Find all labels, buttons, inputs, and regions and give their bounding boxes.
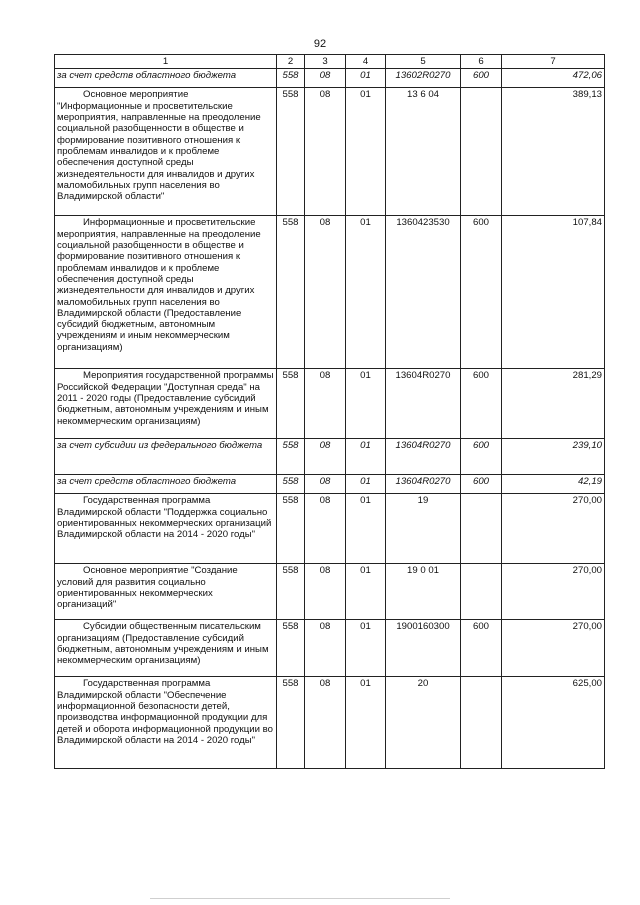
section-code: 08 bbox=[305, 494, 346, 564]
row-name: Основное мероприятие "Информационные и просветительские мероприятия, направленные на преодоление социальной разобщенности в обществе и формирование позитивного отношения к проблемам инвалидов и к проблеме обеспечения доступной среды жизнедеятельности для инвалидов и других маломобильных групп населения во Владимирской области" bbox=[57, 89, 261, 203]
expense-type-code: 600 bbox=[461, 216, 502, 369]
amount-value: 270,00 bbox=[502, 564, 605, 620]
expense-type-code: 600 bbox=[461, 69, 502, 88]
subsection-code: 01 bbox=[346, 216, 386, 369]
chapter-code: 558 bbox=[277, 439, 305, 475]
target-article-code: 13604R0270 bbox=[386, 475, 461, 494]
chapter-code: 558 bbox=[277, 620, 305, 677]
amount-value: 42,19 bbox=[502, 475, 605, 494]
chapter-code: 558 bbox=[277, 677, 305, 769]
column-header: 6 bbox=[461, 55, 502, 69]
target-article-code: 19 0 01 bbox=[386, 564, 461, 620]
amount-value: 107,84 bbox=[502, 216, 605, 369]
row-name-cell bbox=[55, 677, 277, 769]
section-code: 08 bbox=[305, 564, 346, 620]
chapter-code: 558 bbox=[277, 369, 305, 439]
chapter-code: 558 bbox=[277, 88, 305, 216]
chapter-code: 558 bbox=[277, 475, 305, 494]
column-header: 3 bbox=[305, 55, 346, 69]
table-row bbox=[55, 216, 605, 369]
column-header: 1 bbox=[55, 55, 277, 69]
target-article-code: 13 6 04 bbox=[386, 88, 461, 216]
section-code: 08 bbox=[305, 475, 346, 494]
section-code: 08 bbox=[305, 88, 346, 216]
amount-value: 472,06 bbox=[502, 69, 605, 88]
subsection-code: 01 bbox=[346, 494, 386, 564]
table-row bbox=[55, 494, 605, 564]
expense-type-code: 600 bbox=[461, 369, 502, 439]
target-article-code: 1360423530 bbox=[386, 216, 461, 369]
target-article-code: 13604R0270 bbox=[386, 439, 461, 475]
table-row bbox=[55, 620, 605, 677]
row-name-cell bbox=[55, 439, 277, 475]
subsection-code: 01 bbox=[346, 69, 386, 88]
section-code: 08 bbox=[305, 439, 346, 475]
page-number: 92 bbox=[313, 38, 327, 50]
subsection-code: 01 bbox=[346, 88, 386, 216]
row-name-cell bbox=[55, 564, 277, 620]
row-name-cell bbox=[55, 620, 277, 677]
table-row bbox=[55, 439, 605, 475]
row-name: Информационные и просветительские мероприятия, направленные на преодоление социальной разобщенности в обществе и формирование позитивного отношения к проблемам инвалидов и к проблеме обеспечения доступной среды жизнедеятельности для инвалидов и других маломобильных групп населения во Владимирской области (Предоставление субсидий бюджетным, автономным учреждениям и иным некоммерческим организациям) bbox=[57, 217, 261, 353]
row-name-cell bbox=[55, 69, 277, 88]
row-name: за счет средств областного бюджета bbox=[57, 476, 237, 488]
amount-value: 270,00 bbox=[502, 620, 605, 677]
section-code: 08 bbox=[305, 216, 346, 369]
subsection-code: 01 bbox=[346, 475, 386, 494]
subsection-code: 01 bbox=[346, 439, 386, 475]
target-article-code: 13602R0270 bbox=[386, 69, 461, 88]
row-name-cell bbox=[55, 475, 277, 494]
expense-type-code: 600 bbox=[461, 439, 502, 475]
table-row bbox=[55, 677, 605, 769]
subsection-code: 01 bbox=[346, 564, 386, 620]
section-code: 08 bbox=[305, 69, 346, 88]
section-code: 08 bbox=[305, 369, 346, 439]
column-header: 7 bbox=[502, 55, 605, 69]
table-row bbox=[55, 88, 605, 216]
column-header: 2 bbox=[277, 55, 305, 69]
row-name: за счет субсидии из федерального бюджета bbox=[57, 440, 263, 452]
row-name-cell bbox=[55, 216, 277, 369]
amount-value: 389,13 bbox=[502, 88, 605, 216]
table-row bbox=[55, 69, 605, 88]
section-code: 08 bbox=[305, 620, 346, 677]
budget-table bbox=[54, 54, 605, 769]
row-name-cell bbox=[55, 369, 277, 439]
target-article-code: 1900160300 bbox=[386, 620, 461, 677]
chapter-code: 558 bbox=[277, 69, 305, 88]
amount-value: 270,00 bbox=[502, 494, 605, 564]
expense-type-code: 600 bbox=[461, 475, 502, 494]
row-name: за счет средств областного бюджета bbox=[57, 70, 237, 82]
expense-type-code: 600 bbox=[461, 620, 502, 677]
row-name: Субсидии общественным писательским организациям (Предоставление субсидий бюджетным, автономным учреждениям и иным некоммерческим организациям) bbox=[57, 621, 269, 667]
column-header: 5 bbox=[386, 55, 461, 69]
table-row bbox=[55, 475, 605, 494]
amount-value: 239,10 bbox=[502, 439, 605, 475]
target-article-code: 20 bbox=[386, 677, 461, 769]
column-header: 4 bbox=[346, 55, 386, 69]
expense-type-code bbox=[461, 494, 502, 564]
expense-type-code bbox=[461, 564, 502, 620]
subsection-code: 01 bbox=[346, 369, 386, 439]
subsection-code: 01 bbox=[346, 677, 386, 769]
column-number-header bbox=[55, 55, 605, 69]
table-row bbox=[55, 564, 605, 620]
subsection-code: 01 bbox=[346, 620, 386, 677]
scan-edge-line bbox=[150, 898, 450, 899]
row-name: Государственная программа Владимирской области "Обеспечение информационной безопасности детей, производства информационной продукции для детей и оборота информационной продукции во Владимирской области на 2014 - 2020 годы" bbox=[57, 678, 273, 746]
target-article-code: 13604R0270 bbox=[386, 369, 461, 439]
section-code: 08 bbox=[305, 677, 346, 769]
expense-type-code bbox=[461, 88, 502, 216]
amount-value: 625,00 bbox=[502, 677, 605, 769]
expense-type-code bbox=[461, 677, 502, 769]
amount-value: 281,29 bbox=[502, 369, 605, 439]
row-name-cell bbox=[55, 494, 277, 564]
row-name-cell bbox=[55, 88, 277, 216]
chapter-code: 558 bbox=[277, 494, 305, 564]
chapter-code: 558 bbox=[277, 564, 305, 620]
table-row bbox=[55, 369, 605, 439]
target-article-code: 19 bbox=[386, 494, 461, 564]
row-name: Основное мероприятие "Создание условий для развития социально ориентированных некоммерческих организаций" bbox=[57, 565, 238, 611]
row-name: Мероприятия государственной программы Российской Федерации "Доступная среда" на 2011 - 2020 годы (Предоставление субсидий бюджетным, автономным учреждениям и иным некоммерческим организациям) bbox=[57, 370, 274, 427]
row-name: Государственная программа Владимирской области "Поддержка социально ориентированных некоммерческих организаций Владимирской области на 2014 - 2020 годы" bbox=[57, 495, 272, 541]
chapter-code: 558 bbox=[277, 216, 305, 369]
